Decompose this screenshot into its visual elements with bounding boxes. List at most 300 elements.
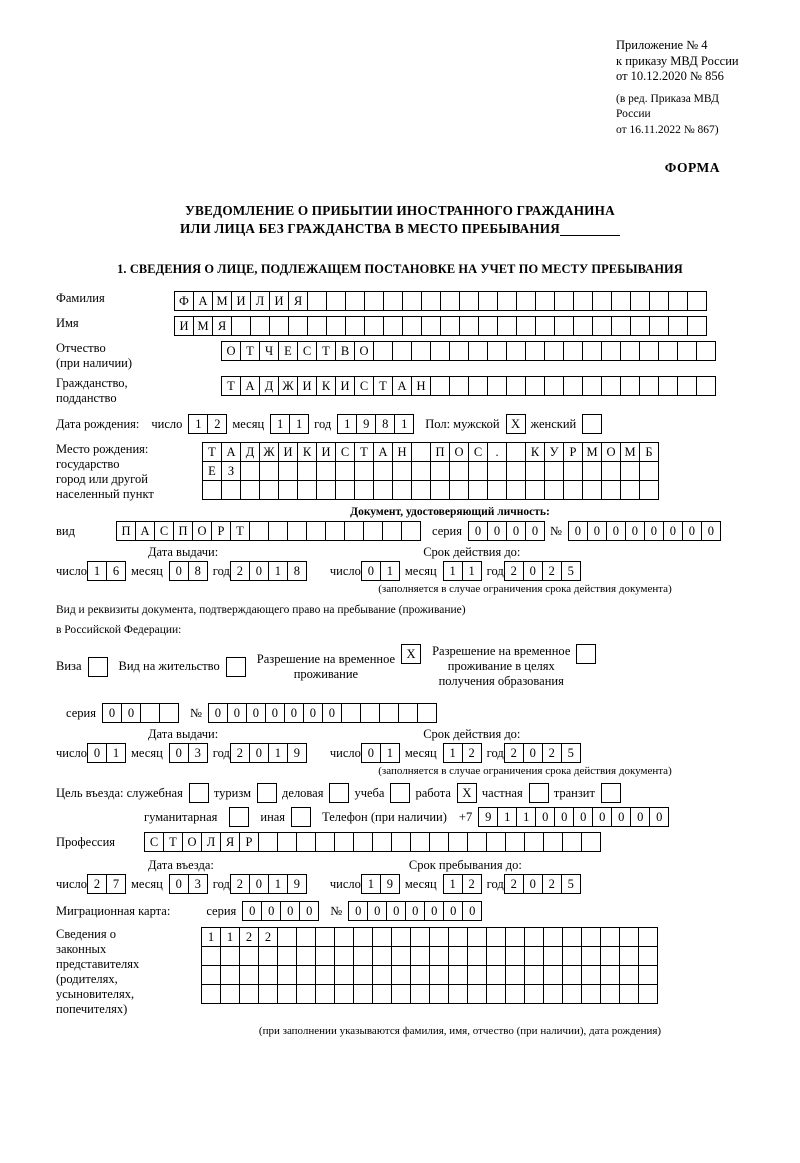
cell[interactable] [296, 946, 316, 966]
cell[interactable] [638, 927, 658, 947]
cell[interactable] [478, 316, 498, 336]
cell[interactable] [391, 927, 411, 947]
cell[interactable] [201, 984, 221, 1004]
cell[interactable] [277, 946, 297, 966]
cell[interactable]: М [193, 316, 213, 336]
stay-month-input[interactable] [443, 874, 481, 894]
cell[interactable] [354, 480, 374, 500]
cell[interactable]: 1 [201, 927, 221, 947]
cell[interactable]: А [135, 521, 155, 541]
cell[interactable]: Ж [278, 376, 298, 396]
cell[interactable] [345, 316, 365, 336]
cell[interactable]: Я [220, 832, 240, 852]
cell[interactable]: Р [239, 832, 259, 852]
cell[interactable] [268, 521, 288, 541]
cell[interactable] [658, 341, 678, 361]
cell[interactable] [372, 946, 392, 966]
cell[interactable]: 0 [303, 703, 323, 723]
cell[interactable] [296, 832, 316, 852]
cell[interactable]: 0 [361, 561, 381, 581]
cell[interactable] [269, 316, 289, 336]
cell[interactable] [611, 291, 631, 311]
cell[interactable]: 0 [523, 743, 543, 763]
cell[interactable]: 5 [561, 561, 581, 581]
cell[interactable] [448, 984, 468, 1004]
cell[interactable]: 0 [462, 901, 482, 921]
cell[interactable] [543, 832, 563, 852]
cell[interactable]: 0 [348, 901, 368, 921]
cell[interactable] [258, 965, 278, 985]
cell[interactable] [417, 703, 437, 723]
cell[interactable] [620, 376, 640, 396]
cell[interactable]: И [231, 291, 251, 311]
cell[interactable]: 1 [380, 561, 400, 581]
cell[interactable]: П [430, 442, 450, 462]
cell[interactable]: 1 [462, 561, 482, 581]
cell[interactable] [334, 965, 354, 985]
cell[interactable] [297, 480, 317, 500]
cell[interactable] [505, 927, 525, 947]
cell[interactable] [524, 965, 544, 985]
cell[interactable] [524, 832, 544, 852]
cell[interactable]: 0 [299, 901, 319, 921]
cell[interactable] [525, 341, 545, 361]
cell[interactable] [620, 480, 640, 500]
cell[interactable]: П [173, 521, 193, 541]
cell[interactable]: 2 [542, 874, 562, 894]
cell[interactable] [220, 984, 240, 1004]
cell[interactable] [429, 946, 449, 966]
cell[interactable]: 1 [394, 414, 414, 434]
cell[interactable] [467, 927, 487, 947]
cell[interactable]: Т [354, 442, 374, 462]
cell[interactable] [421, 291, 441, 311]
cell[interactable] [544, 480, 564, 500]
cell[interactable]: 0 [554, 807, 574, 827]
cell[interactable] [601, 341, 621, 361]
cell[interactable] [363, 521, 383, 541]
cell[interactable]: 5 [561, 874, 581, 894]
cell[interactable] [296, 984, 316, 1004]
rep-row-1[interactable] [201, 927, 657, 947]
cell[interactable] [250, 316, 270, 336]
cell[interactable]: Т [202, 442, 222, 462]
cell[interactable] [201, 965, 221, 985]
id-valid-month-input[interactable] [443, 561, 481, 581]
cell[interactable] [344, 521, 364, 541]
cell[interactable] [410, 984, 430, 1004]
cell[interactable] [411, 480, 431, 500]
cell[interactable] [372, 927, 392, 947]
cell[interactable] [296, 927, 316, 947]
cell[interactable]: . [487, 442, 507, 462]
cell[interactable]: 1 [380, 743, 400, 763]
cell[interactable] [392, 480, 412, 500]
cell[interactable] [258, 832, 278, 852]
cell[interactable]: 8 [375, 414, 395, 434]
cell[interactable] [372, 984, 392, 1004]
cell[interactable]: Т [240, 341, 260, 361]
cell[interactable] [543, 946, 563, 966]
birthplace-row-1[interactable] [202, 442, 658, 462]
cell[interactable]: 1 [268, 743, 288, 763]
cell[interactable] [639, 341, 659, 361]
cell[interactable]: 3 [188, 874, 208, 894]
cell[interactable]: 9 [287, 743, 307, 763]
cell[interactable] [630, 291, 650, 311]
cell[interactable] [296, 965, 316, 985]
cell[interactable]: Л [250, 291, 270, 311]
cell[interactable]: О [221, 341, 241, 361]
cell[interactable]: С [297, 341, 317, 361]
cell[interactable]: О [354, 341, 374, 361]
cell[interactable]: 0 [87, 743, 107, 763]
cell[interactable]: 0 [246, 703, 266, 723]
cell[interactable] [249, 521, 269, 541]
cell[interactable]: 1 [106, 743, 126, 763]
cell[interactable] [592, 316, 612, 336]
cell[interactable]: 2 [504, 561, 524, 581]
cell[interactable] [544, 376, 564, 396]
cell[interactable] [306, 521, 326, 541]
cell[interactable] [497, 316, 517, 336]
cell[interactable] [467, 946, 487, 966]
id-year-input[interactable] [230, 561, 306, 581]
cell[interactable]: О [182, 832, 202, 852]
birthplace-row-2[interactable] [202, 461, 658, 481]
stay-day-input[interactable] [361, 874, 399, 894]
visa-checkbox[interactable] [88, 657, 107, 677]
cell[interactable] [448, 946, 468, 966]
cell[interactable] [201, 946, 221, 966]
cell[interactable] [696, 341, 716, 361]
cell[interactable] [392, 461, 412, 481]
rep-row-4[interactable] [201, 984, 657, 1004]
cell[interactable]: 9 [356, 414, 376, 434]
cell[interactable]: Е [202, 461, 222, 481]
cell[interactable]: 2 [230, 743, 250, 763]
cell[interactable] [221, 480, 241, 500]
cell[interactable] [535, 291, 555, 311]
cell[interactable]: 9 [380, 874, 400, 894]
cell[interactable] [315, 946, 335, 966]
cell[interactable] [360, 703, 380, 723]
cell[interactable] [506, 376, 526, 396]
purpose-item-checkbox-2[interactable] [390, 783, 409, 803]
phone-input[interactable] [478, 807, 668, 827]
cell[interactable] [402, 291, 422, 311]
cell[interactable]: 0 [280, 901, 300, 921]
cell[interactable]: 0 [405, 901, 425, 921]
cell[interactable] [535, 316, 555, 336]
purpose-item-checkbox-1[interactable] [329, 783, 348, 803]
cell[interactable]: М [582, 442, 602, 462]
cell[interactable]: 0 [102, 703, 122, 723]
permit-series-input[interactable] [102, 703, 178, 723]
cell[interactable] [506, 442, 526, 462]
surname-input[interactable] [174, 291, 706, 311]
cell[interactable] [411, 341, 431, 361]
cell[interactable] [258, 946, 278, 966]
cell[interactable]: З [221, 461, 241, 481]
cell[interactable] [277, 927, 297, 947]
cell[interactable]: 0 [523, 874, 543, 894]
cell[interactable]: 0 [506, 521, 526, 541]
cell[interactable] [390, 783, 410, 803]
cell[interactable] [429, 927, 449, 947]
cell[interactable] [220, 965, 240, 985]
cell[interactable]: Л [201, 832, 221, 852]
cell[interactable] [329, 783, 349, 803]
cell[interactable]: Я [212, 316, 232, 336]
cell[interactable] [524, 927, 544, 947]
cell[interactable] [619, 946, 639, 966]
cell[interactable] [364, 291, 384, 311]
cell[interactable] [524, 946, 544, 966]
sex-male-checkbox[interactable] [506, 414, 525, 434]
cell[interactable] [506, 480, 526, 500]
cell[interactable] [373, 461, 393, 481]
cell[interactable]: К [297, 442, 317, 462]
cell[interactable] [601, 480, 621, 500]
cell[interactable] [638, 984, 658, 1004]
migration-series-input[interactable] [242, 901, 318, 921]
cell[interactable] [467, 965, 487, 985]
cell[interactable] [619, 965, 639, 985]
cell[interactable] [391, 984, 411, 1004]
cell[interactable]: И [335, 376, 355, 396]
cell[interactable]: Т [221, 376, 241, 396]
cell[interactable] [525, 376, 545, 396]
cell[interactable]: 0 [227, 703, 247, 723]
cell[interactable] [278, 461, 298, 481]
cell[interactable]: 0 [249, 743, 269, 763]
cell[interactable]: В [335, 341, 355, 361]
cell[interactable] [429, 984, 449, 1004]
cell[interactable] [467, 832, 487, 852]
stay-year-input[interactable] [504, 874, 580, 894]
cell[interactable] [226, 657, 246, 677]
permit-year-input[interactable] [230, 743, 306, 763]
cell[interactable] [402, 316, 422, 336]
cell[interactable] [668, 291, 688, 311]
cell[interactable] [582, 480, 602, 500]
cell[interactable] [563, 341, 583, 361]
cell[interactable]: 5 [561, 743, 581, 763]
cell[interactable] [287, 521, 307, 541]
cell[interactable] [383, 291, 403, 311]
cell[interactable]: И [174, 316, 194, 336]
cell[interactable]: 0 [587, 521, 607, 541]
cell[interactable] [231, 316, 251, 336]
cell[interactable] [487, 480, 507, 500]
cell[interactable] [277, 832, 297, 852]
cell[interactable] [516, 291, 536, 311]
cell[interactable] [440, 316, 460, 336]
cell[interactable] [544, 341, 564, 361]
permit-valid-month-input[interactable] [443, 743, 481, 763]
cell[interactable] [543, 927, 563, 947]
cell[interactable] [459, 316, 479, 336]
cell[interactable]: 6 [106, 561, 126, 581]
cell[interactable] [677, 376, 697, 396]
citizenship-input[interactable] [221, 376, 715, 396]
cell[interactable]: 0 [265, 703, 285, 723]
cell[interactable] [449, 461, 469, 481]
cell[interactable] [398, 703, 418, 723]
cell[interactable] [486, 927, 506, 947]
cell[interactable] [619, 927, 639, 947]
cell[interactable] [159, 703, 179, 723]
edu-permit-checkbox[interactable] [576, 644, 595, 664]
cell[interactable]: 0 [573, 807, 593, 827]
cell[interactable] [307, 316, 327, 336]
cell[interactable]: Б [639, 442, 659, 462]
cell[interactable]: 0 [630, 807, 650, 827]
cell[interactable] [563, 461, 583, 481]
cell[interactable] [411, 461, 431, 481]
cell[interactable] [543, 984, 563, 1004]
cell[interactable] [668, 316, 688, 336]
cell[interactable] [448, 927, 468, 947]
cell[interactable] [421, 316, 441, 336]
cell[interactable] [429, 832, 449, 852]
cell[interactable] [487, 341, 507, 361]
cell[interactable] [562, 832, 582, 852]
cell[interactable] [316, 480, 336, 500]
cell[interactable]: 0 [386, 901, 406, 921]
cell[interactable] [497, 291, 517, 311]
cell[interactable]: Т [230, 521, 250, 541]
cell[interactable] [334, 832, 354, 852]
cell[interactable] [259, 480, 279, 500]
cell[interactable]: 1 [220, 927, 240, 947]
cell[interactable] [696, 376, 716, 396]
cell[interactable]: Я [288, 291, 308, 311]
cell[interactable]: Р [563, 442, 583, 462]
cell[interactable] [315, 965, 335, 985]
cell[interactable] [259, 461, 279, 481]
cell[interactable]: 8 [188, 561, 208, 581]
permit-day-input[interactable] [87, 743, 125, 763]
cell[interactable] [341, 703, 361, 723]
cell[interactable] [638, 965, 658, 985]
entry-day-input[interactable] [87, 874, 125, 894]
cell[interactable]: 2 [207, 414, 227, 434]
cell[interactable]: У [544, 442, 564, 462]
cell[interactable] [506, 461, 526, 481]
cell[interactable] [459, 291, 479, 311]
cell[interactable] [581, 965, 601, 985]
cell[interactable] [278, 480, 298, 500]
cell[interactable]: 0 [625, 521, 645, 541]
cell[interactable] [448, 965, 468, 985]
cell[interactable] [601, 461, 621, 481]
cell[interactable]: С [354, 376, 374, 396]
birthplace-row-3[interactable] [202, 480, 658, 500]
cell[interactable]: 1 [270, 414, 290, 434]
cell[interactable]: X [401, 644, 421, 664]
cell[interactable] [486, 965, 506, 985]
id-day-input[interactable] [87, 561, 125, 581]
cell[interactable] [88, 657, 108, 677]
cell[interactable] [202, 480, 222, 500]
cell[interactable] [582, 414, 602, 434]
cell[interactable]: 1 [516, 807, 536, 827]
cell[interactable] [315, 832, 335, 852]
cell[interactable]: 0 [682, 521, 702, 541]
cell[interactable]: 0 [208, 703, 228, 723]
cell[interactable]: Ж [259, 442, 279, 462]
cell[interactable]: К [316, 376, 336, 396]
cell[interactable] [392, 341, 412, 361]
cell[interactable] [677, 341, 697, 361]
cell[interactable]: 0 [284, 703, 304, 723]
cell[interactable] [382, 521, 402, 541]
cell[interactable] [410, 965, 430, 985]
cell[interactable]: Д [259, 376, 279, 396]
cell[interactable]: 9 [478, 807, 498, 827]
cell[interactable]: 0 [424, 901, 444, 921]
cell[interactable] [449, 341, 469, 361]
cell[interactable]: Ч [259, 341, 279, 361]
cell[interactable] [543, 965, 563, 985]
cell[interactable] [189, 783, 209, 803]
cell[interactable]: 0 [169, 561, 189, 581]
cell[interactable] [619, 984, 639, 1004]
cell[interactable] [581, 832, 601, 852]
purpose-item-checkbox-4[interactable] [529, 783, 548, 803]
cell[interactable] [529, 783, 549, 803]
cell[interactable] [277, 984, 297, 1004]
cell[interactable] [410, 946, 430, 966]
cell[interactable] [573, 316, 593, 336]
migration-number-input[interactable] [348, 901, 481, 921]
cell[interactable]: 3 [188, 743, 208, 763]
cell[interactable]: 1 [443, 743, 463, 763]
cell[interactable] [649, 316, 669, 336]
cell[interactable]: 0 [242, 901, 262, 921]
cell[interactable]: С [468, 442, 488, 462]
cell[interactable] [544, 461, 564, 481]
cell[interactable] [140, 703, 160, 723]
cell[interactable] [554, 316, 574, 336]
profession-input[interactable] [144, 832, 600, 852]
temp-permit-checkbox[interactable] [401, 644, 420, 664]
cell[interactable]: 0 [367, 901, 387, 921]
humanitarian-checkbox[interactable] [229, 807, 248, 827]
permit-month-input[interactable] [169, 743, 207, 763]
cell[interactable]: С [144, 832, 164, 852]
cell[interactable] [506, 341, 526, 361]
cell[interactable] [354, 461, 374, 481]
cell[interactable] [335, 480, 355, 500]
cell[interactable] [379, 703, 399, 723]
cell[interactable]: К [525, 442, 545, 462]
cell[interactable]: 1 [443, 561, 463, 581]
cell[interactable]: 0 [249, 874, 269, 894]
cell[interactable] [487, 461, 507, 481]
cell[interactable]: 2 [462, 874, 482, 894]
cell[interactable] [353, 965, 373, 985]
cell[interactable]: М [212, 291, 232, 311]
cell[interactable]: 7 [106, 874, 126, 894]
cell[interactable]: 0 [169, 874, 189, 894]
cell[interactable]: А [240, 376, 260, 396]
cell[interactable] [601, 783, 621, 803]
cell[interactable]: 1 [87, 561, 107, 581]
cell[interactable]: 0 [261, 901, 281, 921]
